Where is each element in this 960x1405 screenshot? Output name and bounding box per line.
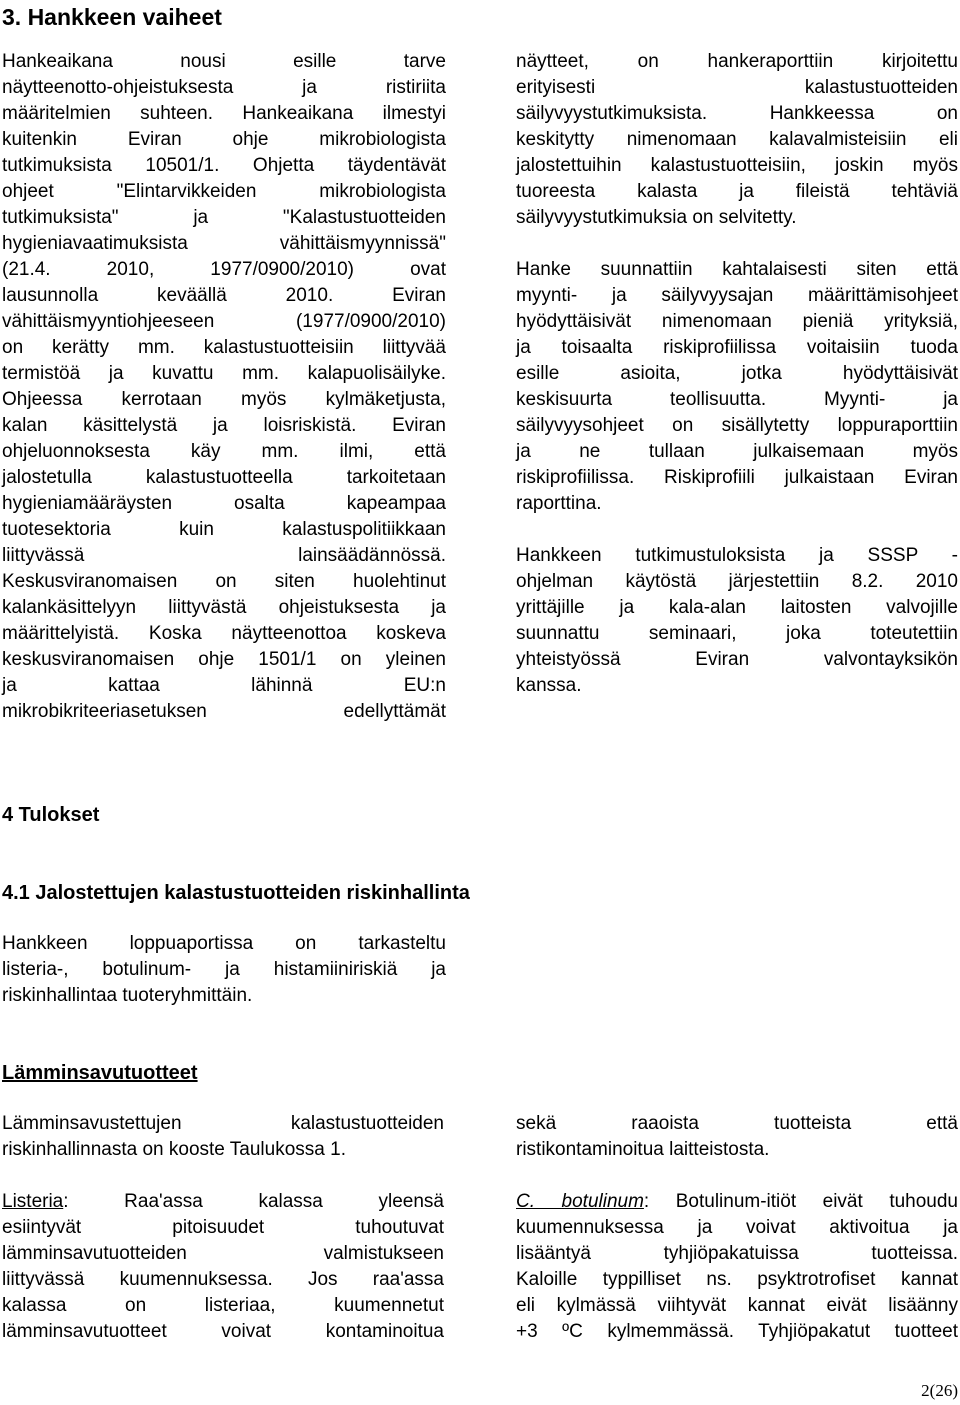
text-line: myynti- ja säilyvyysajan määrittämisohjeet xyxy=(516,285,958,306)
text-line: ja toisaalta riskiprofiilissa voitaisiin tuoda xyxy=(516,337,958,358)
text-line: Hankkeen tutkimustuloksista ja SSSP - xyxy=(516,545,958,566)
text-line: ohjelman käytöstä järjestettiin 8.2. 2010 xyxy=(516,571,958,592)
text-line: eli kylmässä viihtyvät kannat eivät lisäänny xyxy=(516,1295,958,1316)
text-line: Lämminsavustettujen kalastustuotteiden xyxy=(2,1113,444,1134)
listeria-paragraph-rest xyxy=(2,1215,444,1345)
text-line: näytteet, on hankeraporttiin kirjoitettu xyxy=(516,51,958,72)
text-line: yrittäjille ja kala-alan laitosten valvojille xyxy=(516,597,958,618)
text-line: lausunnolla keväällä 2010. Eviran xyxy=(2,285,446,306)
text-line: Ohjeessa kerrotaan myös kylmäketjusta, xyxy=(2,389,446,410)
text-line: liittyvässä lainsäädännössä. xyxy=(2,545,446,566)
listeria-paragraph xyxy=(2,1189,444,1345)
text-line: tuotesektoria kuin kalastuspolitiikkaan xyxy=(2,519,446,540)
left-column-paragraph xyxy=(2,49,446,725)
text-line: ja kattaa lähinnä EU:n xyxy=(2,675,446,696)
text-line: hyödyttäisivät nimenomaan pieniä yrityksiä, xyxy=(516,311,958,332)
results-heading: 4 Tulokset xyxy=(2,804,100,826)
text-line: kanssa. xyxy=(516,675,582,696)
text-line: lisääntyä tyhjiöpakatuissa tuotteissa. xyxy=(516,1243,958,1264)
text-line: listeria-, botulinum- ja histamiiniriskiä ja xyxy=(2,959,446,980)
text-line: kuumennuksessa ja voivat aktivoitua ja xyxy=(516,1217,958,1238)
text-line: jalostettuihin kalastustuotteisiin, joskin myös xyxy=(516,155,958,176)
text-line: keskusviranomaisen ohje 1501/1 on yleinen xyxy=(2,649,446,670)
page-number: 2(26) xyxy=(921,1381,958,1400)
text-line: sekä raaoista tuotteista että xyxy=(516,1113,958,1134)
text-line: esiintyvät pitoisuudet tuhoutuvat xyxy=(2,1217,444,1238)
text-line: näytteenotto-ohjeistuksesta ja ristiriita xyxy=(2,77,446,98)
text-line: on kerätty mm. kalastustuotteisiin liittyvää xyxy=(2,337,446,358)
text-line: hygieniavaatimuksista vähittäismyynnissä" xyxy=(2,233,446,254)
text-line: mikrobikriteeriasetuksen edellyttämät xyxy=(2,701,446,722)
text-line: säilyvyysohjeet on sisällytetty loppuraporttiin xyxy=(516,415,958,436)
text-line: Keskusviranomaisen on siten huolehtinut xyxy=(2,571,446,592)
text-line: ja ne tullaan julkaisemaan myös xyxy=(516,441,958,462)
botulinum-first-line-text: : Botulinum-itiöt eivät tuhoudu xyxy=(643,1191,958,1212)
botulinum-paragraph xyxy=(516,1189,958,1345)
text-line: (21.4. 2010, 1977/0900/2010) ovat xyxy=(2,259,446,280)
text-line: ohjeluonnoksesta käy mm. ilmi, että xyxy=(2,441,446,462)
text-line: lämminsavutuotteet voivat kontaminoitua xyxy=(2,1321,444,1342)
listeria-term: Listeria xyxy=(2,1191,64,1212)
intro-paragraph xyxy=(2,931,446,1009)
text-line: lämminsavutuotteiden valmistukseen xyxy=(2,1243,444,1264)
text-line: esille asioita, jotka hyödyttäisivät xyxy=(516,363,958,384)
right-column-paragraph-1 xyxy=(516,49,958,231)
text-line: tutkimuksista 10501/1. Ohjetta täydentävät xyxy=(2,155,446,176)
text-line: yhteistyössä Eviran valvontayksikön xyxy=(516,649,958,670)
text-line: säilyvyystutkimuksista. Hankkeessa on xyxy=(516,103,958,124)
text-line: Kaloille typpilliset ns. psyktrotrofiset kannat xyxy=(516,1269,958,1290)
text-line: määritelmien suhteen. Hankeaikana ilmestyi xyxy=(2,103,446,124)
text-line: tutkimuksista" ja "Kalastustuotteiden xyxy=(2,207,446,228)
text-line: suunnattu seminaari, joka toteutettiin xyxy=(516,623,958,644)
text-line: kalan käsittelystä ja loisriskistä. Eviran xyxy=(2,415,446,436)
text-line: kalassa on listeriaa, kuumennetut xyxy=(2,1295,444,1316)
text-line: +3 ºC kylmemmässä. Tyhjiöpakatut tuotteet xyxy=(516,1321,958,1342)
text-line: tuoreesta kalasta ja fileistä tehtäviä xyxy=(516,181,958,202)
botulinum-paragraph-rest xyxy=(516,1215,958,1345)
subsection-heading: 4.1 Jalostettujen kalastustuotteiden riskinhallinta xyxy=(2,882,470,904)
text-line: kuitenkin Eviran ohje mikrobiologista xyxy=(2,129,446,150)
bottom-right-paragraph-1 xyxy=(516,1111,958,1163)
text-line: erityisesti kalastustuotteiden xyxy=(516,77,958,98)
listeria-first-line-text: : Raa'assa kalassa yleensä xyxy=(63,1191,444,1212)
section-heading: 3. Hankkeen vaiheet xyxy=(2,4,222,30)
text-line: vähittäismyyntiohjeeseen (1977/0900/2010) xyxy=(2,311,446,332)
text-line: Hankeaikana nousi esille tarve xyxy=(2,51,446,72)
text-line: Hanke suunnattiin kahtalaisesti siten että xyxy=(516,259,958,280)
text-line: ohjeet "Elintarvikkeiden mikrobiologista xyxy=(2,181,446,202)
text-line: riskinhallintaa tuoteryhmittäin. xyxy=(2,985,253,1006)
text-line: termistöä ja kuvattu mm. kalapuolisäilyke. xyxy=(2,363,446,384)
text-line: ristikontaminoitua laitteistosta. xyxy=(516,1139,770,1160)
text-line: säilyvyystutkimuksia on selvitetty. xyxy=(516,207,797,228)
botulinum-term: C. botulinum xyxy=(516,1191,644,1212)
right-column-paragraph-3 xyxy=(516,543,958,699)
text-line: raporttina. xyxy=(516,493,602,514)
text-line: riskinhallinnasta on kooste Taulukossa 1. xyxy=(2,1139,346,1160)
text-line: liittyvässä kuumennuksessa. Jos raa'assa xyxy=(2,1269,444,1290)
text-line: Hankkeen loppuaportissa on tarkasteltu xyxy=(2,933,446,954)
text-line: keskisuurta teollisuutta. Myynti- ja xyxy=(516,389,958,410)
bottom-left-paragraph-1 xyxy=(2,1111,444,1163)
text-line: hygieniamääräysten osalta kapeampaa xyxy=(2,493,446,514)
text-line: riskiprofiilissa. Riskiprofiili julkaistaan Eviran xyxy=(516,467,958,488)
text-line: määrittelyistä. Koska näytteenottoa koskeva xyxy=(2,623,446,644)
lamminsavutuotteet-heading: Lämminsavutuotteet xyxy=(2,1062,198,1084)
text-line: jalostetulla kalastustuotteella tarkoitetaan xyxy=(2,467,446,488)
right-column-paragraph-2 xyxy=(516,257,958,517)
text-line: keskitytty nimenomaan kalavalmisteisiin eli xyxy=(516,129,958,150)
text-line: kalankäsittelyyn liittyvästä ohjeistuksesta ja xyxy=(2,597,446,618)
